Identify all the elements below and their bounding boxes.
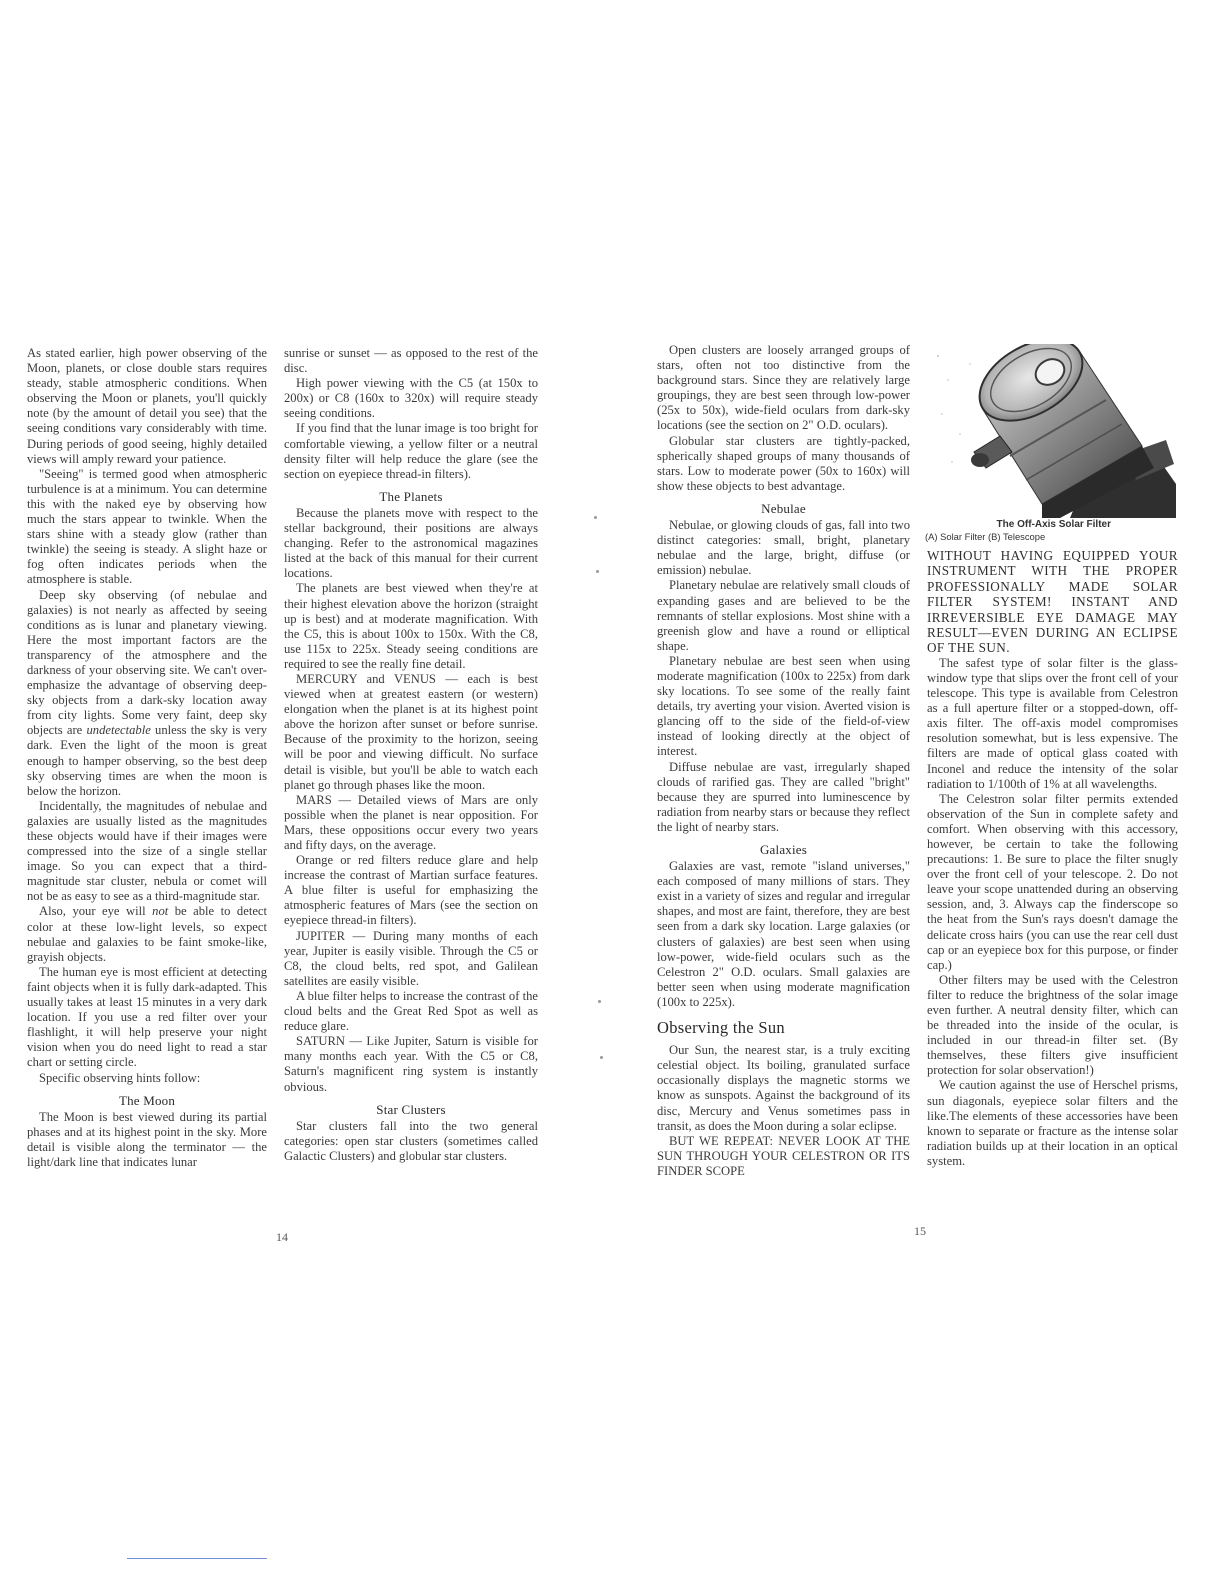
paragraph: BUT WE REPEAT: NEVER LOOK AT THE SUN THROUGH YOUR CELESTRON OR ITS FINDER SCOPE [657,1133,910,1178]
chapter-heading: Observing the Sun [657,1018,785,1038]
page-number: 14 [276,1230,288,1244]
paragraph: MARS — Detailed views of Mars are only possible when the planet is near opposition. For Mars, these oppositions occur every two years and fifty days, on the average. [284,792,538,852]
paragraph: sunrise or sunset — as opposed to the rest of the disc. [284,346,538,376]
paragraph: Planetary nebulae are relatively small clouds of expanding gases and are believed to be the remnants of stellar explosions. Most shine with a greenish glow and have a round or elliptical shape. [657,578,910,653]
paragraph: Specific observing hints follow: [39,1070,201,1085]
paragraph: Planetary nebulae are best seen when using moderate magnification (100x to 225x) from dark sky locations. To see some of the really faint details, try averting your vision. Averted vision is glancing off to the side of the field-of-view instead of looking directly at the object of interest. [657,653,910,759]
paragraph: The Moon is best viewed during its partial phases and at its highest point in the sky. More detail is visible along the terminator — the light/dark line that indicates lunar [27,1109,267,1169]
paragraph: Globular star clusters are tightly-packed, spherically shaped groups of many thousands of stars. Low to moderate power (50x to 160x) will show these objects to best advantage. [657,433,910,493]
paragraph: JUPITER — During many months of each year, Jupiter is easily visible. Through the C5 or C8, the cloud belts, red spot, and Galilean satellites are easily visible. [284,928,538,988]
paragraph: Star clusters fall into the two general categories: open star clusters (sometimes called Galactic Clusters) and globular star clusters. [284,1118,538,1163]
warning-paragraph: WITHOUT HAVING EQUIPPED YOUR INSTRUMENT WITH THE PROPER PROFESSIONALLY MADE SOLAR FILTER SYSTEM! INSTANT AND IRREVERSIBLE EYE DAMAGE MAY RESULT—EVEN DURING AN ECLIPSE OF THE SUN. [927,548,1178,656]
paragraph: Nebulae, or glowing clouds of gas, fall into two distinct categories: small, bright, planetary nebulae and the large, bright, diffuse (or emission) nebulae. [657,518,910,578]
paragraph: Galaxies are vast, remote "island universes," each composed of many millions of stars. They exist in a variety of sizes and regular and irregular shapes, and most are faint, therefore, they are best seen from a dark sky location. Large galaxies (or clusters of galaxies) are best seen when using low-power, wide-field oculars such as the Celestron 2" O.D. oculars. Small galaxies are better seen when using moderate magnification (100x to 225x). [657,859,910,1009]
emphasis: not [152,904,169,919]
emphasis: undetectable [86,723,151,738]
section-heading: Star Clusters [376,1101,446,1117]
paragraph: Incidentally, the magnitudes of nebulae and galaxies are usually listed as the magnitudes these objects would have if their images were compressed into the size of a single stellar image. So you can expect that a third-magnitude star cluster, nebula or comet will not be as easy to see as a third-magnitude star. [27,798,267,904]
figure-title: The Off-Axis Solar Filter [996,519,1111,530]
paragraph: If you find that the lunar image is too bright for comfortable viewing, a yellow filter or a neutral density filter will help reduce the glare (see the section on eyepiece thread-in filters). [284,421,538,481]
paragraph: As stated earlier, high power observing of the Moon, planets, or close double stars requires steady, stable atmospheric conditions. When observing the Moon or planets, you'll quickly note (by the amount of detail you see) that the seeing conditions vary considerably with time. During periods of good seeing, highly detailed views will amply reward your patience. [27,346,267,466]
paragraph: Also, your eye will not be able to detect color at these low-light levels, so expect nebulae and galaxies to be faint smoke-like, grayish objects. [27,904,267,964]
page-15-column-1 [657,343,910,1179]
figure-subtitle: (A) Solar Filter (B) Telescope [925,531,1046,542]
scan-speck [600,1056,603,1059]
paragraph: The human eye is most efficient at detecting faint objects when it is fully dark-adapted. This usually takes at least 15 minutes in a very dark location. If you use a red filter over your flashlight, it will help preserve your night vision when you do need light to read a star chart or setting circle. [27,964,267,1070]
paragraph: Diffuse nebulae are vast, irregularly shaped clouds of rarified gas. They are called "bright" because they are spurred into luminescence by radiation from nearby stars or because they reflect the light of nearby stars. [657,759,910,834]
page-15-column-2 [927,548,1178,1169]
scan-edge-line [127,1558,267,1559]
paragraph: Our Sun, the nearest star, is a truly exciting celestial object. Its boiling, granulated surface occasionally displays the magnetic storms we know as sunspots. Against the background of its disc, Mercury and Venus sometimes pass in transit, as does the Moon during a solar eclipse. [657,1043,910,1133]
paragraph: High power viewing with the C5 (at 150x to 200x) or C8 (160x to 320x) will require steady seeing conditions. [284,376,538,421]
section-heading: Nebulae [761,500,806,516]
paragraph: The planets are best viewed when they're at their highest elevation above the horizon (straight up is best) and at moderate magnification. With the C5, this is about 100x to 150x. With the C8, use 115x to 225x. Steady seeing conditions are required to see the really fine detail. [284,581,538,671]
paragraph: We caution against the use of Herschel prisms, sun diagonals, eyepiece solar filters and the like.The elements of these accessories have been known to separate or fracture as the intense solar radiation builds up at their location in an optical system. [927,1078,1178,1168]
scan-speck [594,516,597,519]
section-heading: Galaxies [759,842,808,857]
figure-caption [925,519,1177,542]
paragraph: SATURN — Like Jupiter, Saturn is visible for many months each year. With the C5 or C8, Saturn's magnificent ring system is instantly obvious. [284,1034,538,1094]
page-14-column-2 [284,346,538,1164]
scan-speck [596,570,599,573]
solar-filter-photo [930,344,1178,518]
paragraph: The safest type of solar filter is the glass-window type that slips over the front cell of your telescope. This type is available from Celestron as a full aperture filter or a stopped-down, off-axis filter. The off-axis model compromises resolution somewhat, but is less expensive. The filters are made of optical glass coated with Inconel and reduce the intensity of the solar radiation to 1/100th of 1% at all wavelengths. [927,655,1178,791]
paragraph: The Celestron solar filter permits extended observation of the Sun in complete safety and comfort. When observing with this accessory, however, be certain to take the following precautions: 1. Be sure to place the filter snugly over the front cell of your telescope. 2. Do not leave your scope unattended during an observing session, and, 3. Always cap the finderscope so the heat from the Sun's rays doesn't damage the delicate cross hairs (you can use the rear cell dust cap or an eyepiece box for this purpose, or finder cap.) [927,791,1178,972]
page-14-column-1 [27,346,267,1170]
paragraph: Open clusters are loosely arranged groups of stars, often not too distinctive from the background stars. Since they are relatively large groupings, they are best seen through low-power (25x to 50x), wide-field oculars from dark-sky locations (see the section on 2" O.D. oculars). [657,343,910,433]
page-number: 15 [914,1224,926,1238]
paragraph: Orange or red filters reduce glare and help increase the contrast of Martian surface features. A blue filter is useful for emphasizing the atmospheric features of Mars (see the section on eyepiece thread-in filters). [284,853,538,928]
paragraph: Other filters may be used with the Celestron filter to reduce the brightness of the solar image even further. A neutral density filter, which can be threaded into the inside of the ocular, is included in our thread-in filter set. (By themselves, these filters give insufficient protection for solar observation!) [927,972,1178,1078]
scan-speck [598,1000,601,1003]
paragraph: "Seeing" is termed good when atmospheric turbulence is at a minimum. You can determine this with the naked eye by observing how much the stars appear to twinkle. When the stars shine with a steady glow (rather than twinkle) the seeing is steady. A slight haze or fog often indicates periods when the atmosphere is stable. [27,466,267,587]
paragraph: MERCURY and VENUS — each is best viewed when at greatest eastern (or western) elongation when the planet is at its highest point above the horizon after sunset or before sunrise. Because of the proximity to the horizon, seeing will be poor and viewing difficult. No surface detail is visible, but you'll be able to watch each planet go through phases like the moon. [284,671,538,792]
paragraph: Because the planets move with respect to the stellar background, their positions are always changing. Refer to the astronomical magazines listed at the back of this manual for their current locations. [284,505,538,581]
section-heading: The Moon [118,1092,176,1108]
paragraph: A blue filter helps to increase the contrast of the cloud belts and the Great Red Spot as well as reduce glare. [284,988,538,1034]
section-heading: The Planets [379,488,443,504]
telescope-with-solar-filter-illustration [930,344,1178,518]
paragraph: Deep sky observing (of nebulae and galaxies) is not nearly as affected by seeing conditions as is lunar and planetary viewing. Here the most important factors are the transparency of the atmosphere and the darkness of your observing site. We can't over-emphasize the advantage of observing deep-sky objects from a dark-sky location away from city lights. Some very faint, deep sky objects are undetectable unless the sky is very dark. Even the light of the moon is great enough to hamper observing, so the best deep sky observing times are when the moon is below the horizon. [27,587,267,798]
